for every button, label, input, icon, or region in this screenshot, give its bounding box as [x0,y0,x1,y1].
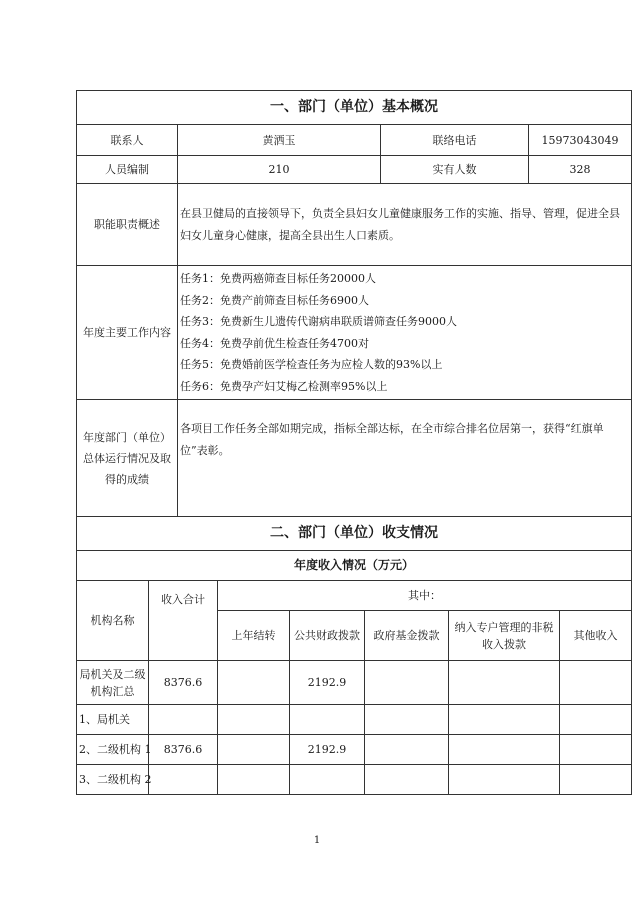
duties-label: 职能职责概述 [77,184,178,266]
income-title: 年度收入情况（万元） [77,551,632,581]
row-cell [365,735,449,765]
row-cell [290,705,365,735]
row-cell [365,705,449,735]
col-gov-fund: 政府基金拨款 [365,611,449,661]
page-number: 1 [313,835,321,846]
row-name: 1、局机关 [77,705,149,735]
row-cell: 2192.9 [290,661,365,705]
task-item: 任务2：免费产前筛查目标任务6900人 [180,293,369,307]
row-cell: 2192.9 [290,735,365,765]
col-carryover: 上年结转 [218,611,290,661]
row-cell [560,661,632,705]
row-name: 3、二级机构 2 [77,765,149,795]
phone-label: 联络电话 [381,125,529,156]
task-item: 任务3：免费新生儿遗传代谢病串联质谱筛查任务9000人 [180,315,457,328]
actual-staff-value: 328 [529,156,632,184]
row-cell [560,765,632,795]
staff-quota-value: 210 [178,156,381,184]
row-total: 8376.6 [149,735,218,765]
col-total: 收入合计 [149,581,218,661]
row-total [149,705,218,735]
section2-title: 二、部门（单位）收支情况 [77,517,632,551]
income-table [76,516,632,795]
row-name: 局机关及二级机构汇总 [77,661,149,705]
row-cell [560,705,632,735]
row-cell [449,661,560,705]
row-cell [560,735,632,765]
col-nontax: 纳入专户管理的非税收入拨款 [449,611,560,661]
row-total [149,765,218,795]
row-cell [218,705,290,735]
duties-text: 在县卫健局的直接领导下，负责全县妇女儿童健康服务工作的实施、指导、管理，促进全县妇女儿童身心健康，提高全县出生人口素质。 [178,184,632,266]
tasks-list [178,266,632,400]
row-cell [218,661,290,705]
task-item: 任务4：免费孕前优生检查任务4700对 [180,336,369,350]
row-name: 2、二级机构 1 [77,735,149,765]
row-cell [290,765,365,795]
task-item: 任务1：免费两癌筛查目标任务20000人 [180,272,376,285]
col-public-finance: 公共财政拨款 [290,611,365,661]
task-item: 任务6：免费孕产妇艾梅乙检测率95%以上 [180,379,388,393]
achievement-label: 年度部门（单位）总体运行情况及取得的成绩 [77,400,178,517]
row-cell [218,765,290,795]
row-cell [218,735,290,765]
row-total: 8376.6 [149,661,218,705]
row-cell [449,765,560,795]
work-label: 年度主要工作内容 [77,266,178,400]
basic-overview-table [76,90,632,517]
section1-title: 一、部门（单位）基本概况 [77,91,632,125]
col-other: 其他收入 [560,611,632,661]
col-of-which: 其中： [218,581,632,611]
contact-label: 联系人 [77,125,178,156]
phone-value: 15973043049 [529,125,632,156]
staff-quota-label: 人员编制 [77,156,178,184]
col-org: 机构名称 [77,581,149,661]
row-cell [365,661,449,705]
actual-staff-label: 实有人数 [381,156,529,184]
row-cell [449,735,560,765]
task-item: 任务5：免费婚前医学检查任务为应检人数的93%以上 [180,358,443,371]
row-cell [365,765,449,795]
achievement-text: 各项目工作任务全部如期完成，指标全部达标，在全市综合排名位居第一，获得“红旗单位”表彰。 [178,400,632,517]
contact-value: 黄洒玉 [178,125,381,156]
row-cell [449,705,560,735]
